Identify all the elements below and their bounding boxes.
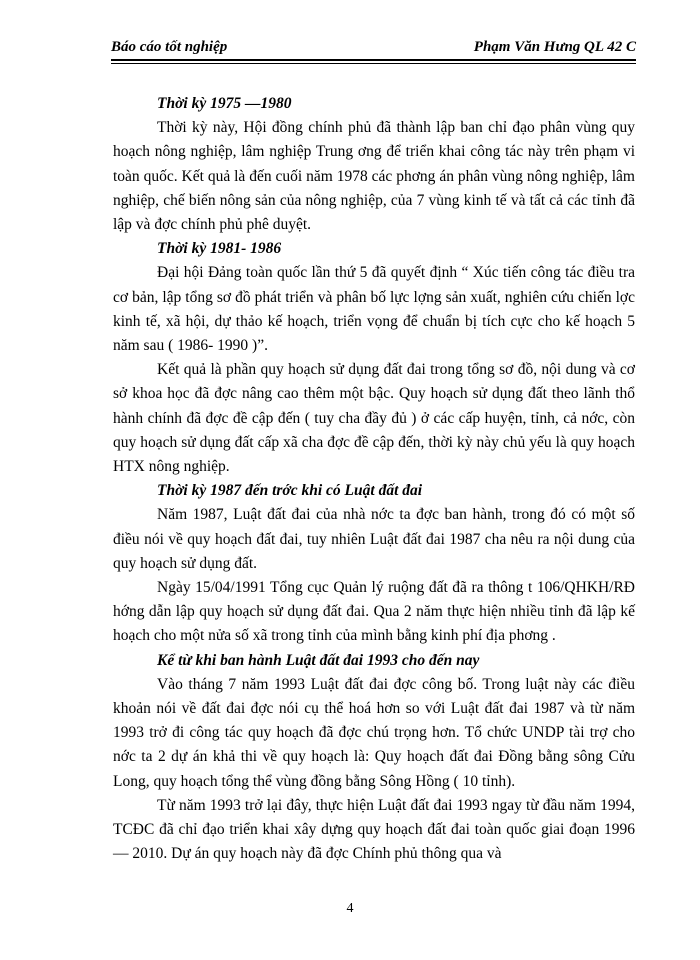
section-heading: Thời kỳ 1981- 1986: [157, 240, 282, 258]
section-heading: Kể từ khi ban hành Luật đất đai 1993 cho đến nay: [157, 651, 480, 669]
paragraph: Vào tháng 7 năm 1993 Luật đất đai đợc công bố. Trong luật này các điều khoản nói về đất đai đợc nói cụ thể hoá hơn so với Luật đất đai 1987 và từ năm 1993 trở đi công tác quy hoạch đã đợc chú trọng hơn. Tổ chức UNDP tài trợ cho nớc ta 2 dự án khả thi về quy hoạch là: Quy hoạch đất đai Đồng bằng sông Cửu Long, quy hoạch tổng thể vùng đồng bằng Sông Hồng ( 10 tỉnh).: [113, 675, 635, 790]
header-report-title: Báo cáo tốt nghiệp: [111, 39, 228, 55]
paragraph: Ngày 15/04/1991 Tổng cục Quản lý ruộng đất đã ra thông t 106/QHKH/RĐ hớng dẫn lập quy hoạch sử dụng đất đai. Qua 2 năm thực hiện nhiều tỉnh đã lập kế hoạch cho một nửa số xã trong tỉnh của mình bằng kinh phí địa phơng .: [113, 579, 635, 645]
header-rule-thick: [111, 59, 636, 61]
section-heading: Thời kỳ 1987 đến trớc khi có Luật đất đai: [157, 482, 423, 500]
paragraph: Kết quả là phần quy hoạch sử dụng đất đai trong tổng sơ đồ, nội dung và cơ sở khoa học đã đợc nâng cao thêm một bậc. Quy hoạch sử dụng đất theo lãnh thổ hành chính đã đợc đề cập đến ( tuy cha đầy đủ ) ở các cấp huyện, tỉnh, cả nớc, còn quy hoạch sử dụng đất cấp xã cha đợc đề cập đến, thời kỳ này chủ yếu là quy hoạch HTX nông nghiệp.: [113, 361, 635, 476]
header-author: Phạm Văn Hưng QL 42 C: [473, 39, 636, 55]
paragraph: Từ năm 1993 trở lại đây, thực hiện Luật đất đai 1993 ngay từ đầu năm 1994, TCĐC đã chỉ đạo triển khai xây dựng quy hoạch đất đai toàn quốc giai đoạn 1996 — 2010. Dự án quy hoạch này đã đợc Chính phủ thông qua và: [113, 796, 635, 863]
page-header: [111, 36, 636, 58]
section-heading: Thời kỳ 1975 —1980: [157, 95, 292, 112]
paragraph: Đại hội Đảng toàn quốc lần thứ 5 đã quyết định “ Xúc tiến công tác điều tra cơ bản, lập tổng sơ đồ phát triển và phân bố lực lợng sản xuất, nghiên cứu chiến lợc kinh tế, xã hội, dự thảo kế hoạch, triển vọng để chuẩn bị tích cực cho kế hoạch 5 năm sau ( 1986- 1990 )”.: [113, 264, 635, 355]
page-number: 4: [346, 901, 354, 916]
paragraph: Thời kỳ này, Hội đồng chính phủ đã thành lập ban chỉ đạo phân vùng quy hoạch nông nghiệp, lâm nghiệp Trung ơng để triển khai công tác này trên phạm vi toàn quốc. Kết quả là đến cuối năm 1978 các phơng án phân vùng nông nghiệp, lâm nghiệp, chế biến nông sản của nông nghiệp, của 7 vùng kinh tế và tất cả các tỉnh đã lập và đợc chính phủ phê duyệt.: [113, 119, 635, 234]
paragraph: Năm 1987, Luật đất đai của nhà nớc ta đợc ban hành, trong đó có một số điều nói về quy hoạch đất đai, tuy nhiên Luật đất đai 1987 cha nêu ra nội dung của quy hoạch sử dụng đất.: [113, 506, 635, 572]
header-rule-thin: [111, 63, 636, 64]
document-body: [113, 92, 635, 867]
